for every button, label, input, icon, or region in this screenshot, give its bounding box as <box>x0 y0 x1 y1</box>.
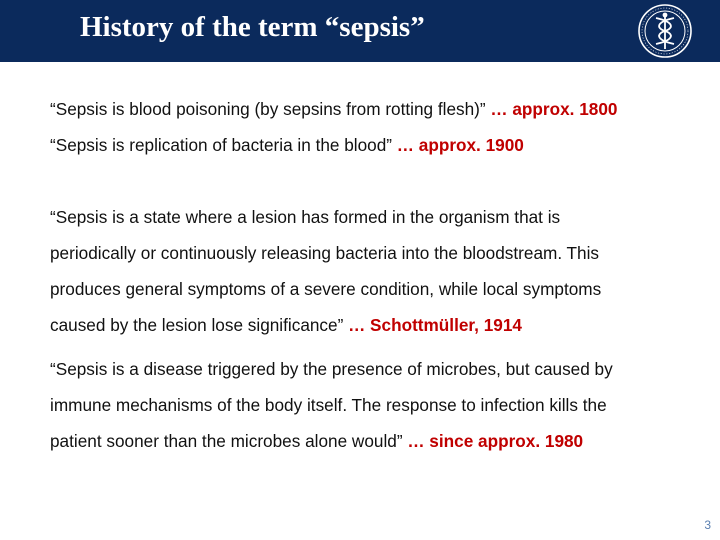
definition-1800 <box>50 91 690 127</box>
definition-line: patient sooner than the microbes alone would” … since approx. 1980 <box>50 431 584 451</box>
definition-1900 <box>50 127 690 163</box>
definition-line: “Sepsis is a state where a lesion has formed in the organism that is <box>50 207 561 227</box>
definition-line: immune mechanisms of the body itself. The response to infection kills the <box>50 395 607 415</box>
title-bar <box>0 0 720 62</box>
definition-line: produces general symptoms of a severe condition, while local symptoms <box>50 279 602 299</box>
definition-line: “Sepsis is blood poisoning (by sepsins from rotting flesh)” … approx. 1800 <box>50 99 618 119</box>
university-seal-icon <box>630 2 700 60</box>
definition-schottmuller <box>50 199 690 343</box>
slide-title: History of the term “sepsis” <box>80 11 425 43</box>
definition-line: “Sepsis is a disease triggered by the presence of microbes, but caused by <box>50 359 613 379</box>
page-number: 3 <box>704 518 711 532</box>
definition-1980 <box>50 351 690 459</box>
date-tag: … approx. 1800 <box>490 99 618 119</box>
definition-line: “Sepsis is replication of bacteria in the blood” … approx. 1900 <box>50 135 524 155</box>
definition-line: periodically or continuously releasing bacteria into the bloodstream. This <box>50 243 600 263</box>
date-tag: … approx. 1900 <box>396 135 524 155</box>
date-tag: … since approx. 1980 <box>407 431 584 451</box>
definition-line: caused by the lesion lose significance” … Schottmüller, 1914 <box>50 315 522 335</box>
author-tag: … Schottmüller, 1914 <box>348 315 522 335</box>
